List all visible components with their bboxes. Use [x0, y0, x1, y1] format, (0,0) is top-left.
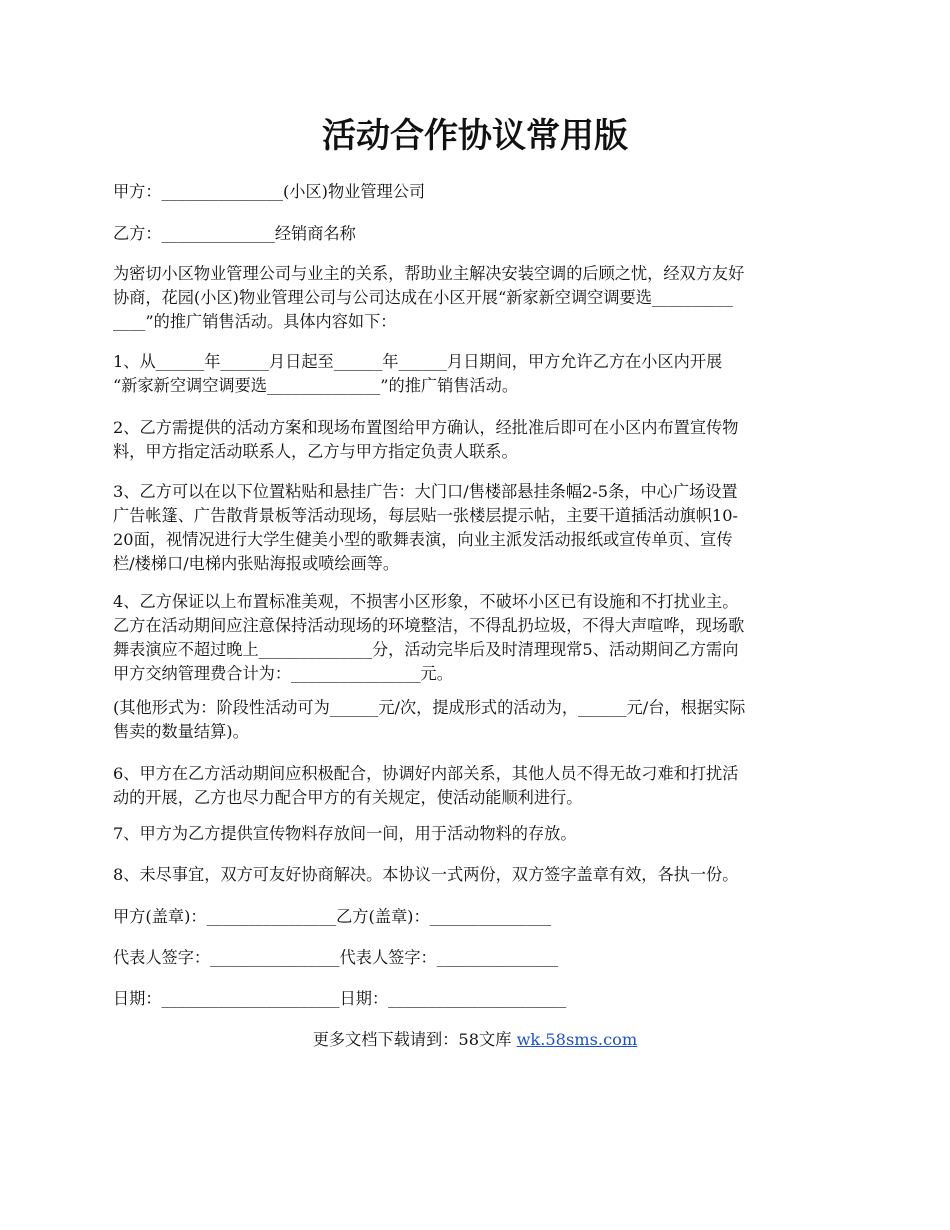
clause-7: 7、甲方为乙方提供宣传物料存放间一间，用于活动物料的存放。 [113, 824, 577, 843]
clause-line: 3、乙方可以在以下位置粘贴和悬挂广告：大门口/售楼部悬挂条幅2-5条，中心广场设置 [113, 482, 738, 501]
footer-text: 更多文档下载请到：58文库 [312, 1030, 517, 1049]
clause-line: 2、乙方需提供的活动方案和现场布置图给甲方确认，经批准后即可在小区内布置宣传物 [113, 418, 739, 437]
clause-line: 4、乙方保证以上布置标准美观，不损害小区形象，不破坏小区已有设施和不打扰业主。 [113, 592, 739, 611]
clause-6 [113, 762, 840, 810]
clause-4 [113, 590, 840, 686]
clause-line: 甲方交纳管理费合计为：________________元。 [113, 664, 453, 683]
clause-line: 舞表演应不超过晚上______________分，活动完毕后及时清理现常5、活动期间乙方需向 [113, 640, 739, 659]
clause-2 [113, 416, 840, 464]
date-line: 日期：______________________日期：______________________ [113, 989, 567, 1008]
seal-line: 甲方(盖章)：________________乙方(盖章)：_______________ [113, 907, 552, 926]
clause-line: 1、从______年______月日起至______年______月日期间，甲方允许乙方在小区内开展 [113, 352, 723, 371]
representative-signature-line: 代表人签字：________________代表人签字：_______________ [113, 948, 559, 967]
clause-3 [113, 480, 840, 576]
clause-line: 乙方在活动期间应注意保持活动现场的环境整洁，不得乱扔垃圾，不得大声喧哗，现场歌 [113, 616, 745, 635]
clause-line: 20面，视情况进行大学生健美小型的歌舞表演，向业主派发活动报纸或宣传单页、宣传 [113, 530, 733, 549]
footer [0, 1028, 950, 1052]
clause-line: 广告帐篷、广告散背景板等活动现场，每层贴一张楼层提示帖，主要干道插活动旗帜10- [113, 506, 739, 525]
party-a-line: 甲方：_______________(小区)物业管理公司 [113, 182, 426, 201]
clause-8: 8、未尽事宜，双方可友好协商解决。本协议一式两份，双方签字盖章有效，各执一份。 [113, 865, 739, 884]
document-title: 活动合作协议常用版 [322, 116, 628, 156]
intro-line: ____”的推广销售活动。具体内容如下： [113, 312, 397, 331]
clause-line: 6、甲方在乙方活动期间应积极配合，协调好内部关系，其他人员不得无故刁难和打扰活 [113, 764, 739, 783]
clause-line: 料，甲方指定活动联系人，乙方与甲方指定负责人联系。 [113, 442, 518, 461]
intro-line: 协商，花园(小区)物业管理公司与公司达成在小区开展“新家新空调空调要选__________ [113, 288, 733, 307]
other-forms-paragraph [113, 696, 840, 744]
clause-line: 栏/楼梯口/电梯内张贴海报或喷绘画等。 [113, 554, 400, 573]
clause-line: “新家新空调空调要选______________”的推广销售活动。 [113, 376, 519, 395]
clause-line: (其他形式为：阶段性活动可为______元/次，提成形式的活动为，______元/台，根据实际 [113, 698, 746, 717]
clause-1 [113, 350, 840, 398]
intro-paragraph [113, 262, 840, 334]
clause-line: 动的开展，乙方也尽力配合甲方的有关规定，使活动能顺利进行。 [113, 788, 583, 807]
party-b-line: 乙方：______________经销商名称 [113, 224, 356, 243]
footer-link[interactable]: wk.58sms.com [516, 1030, 638, 1049]
intro-line: 为密切小区物业管理公司与业主的关系，帮助业主解决安装空调的后顾之忧，经双方友好 [113, 264, 745, 283]
clause-line: 售卖的数量结算)。 [113, 722, 249, 741]
